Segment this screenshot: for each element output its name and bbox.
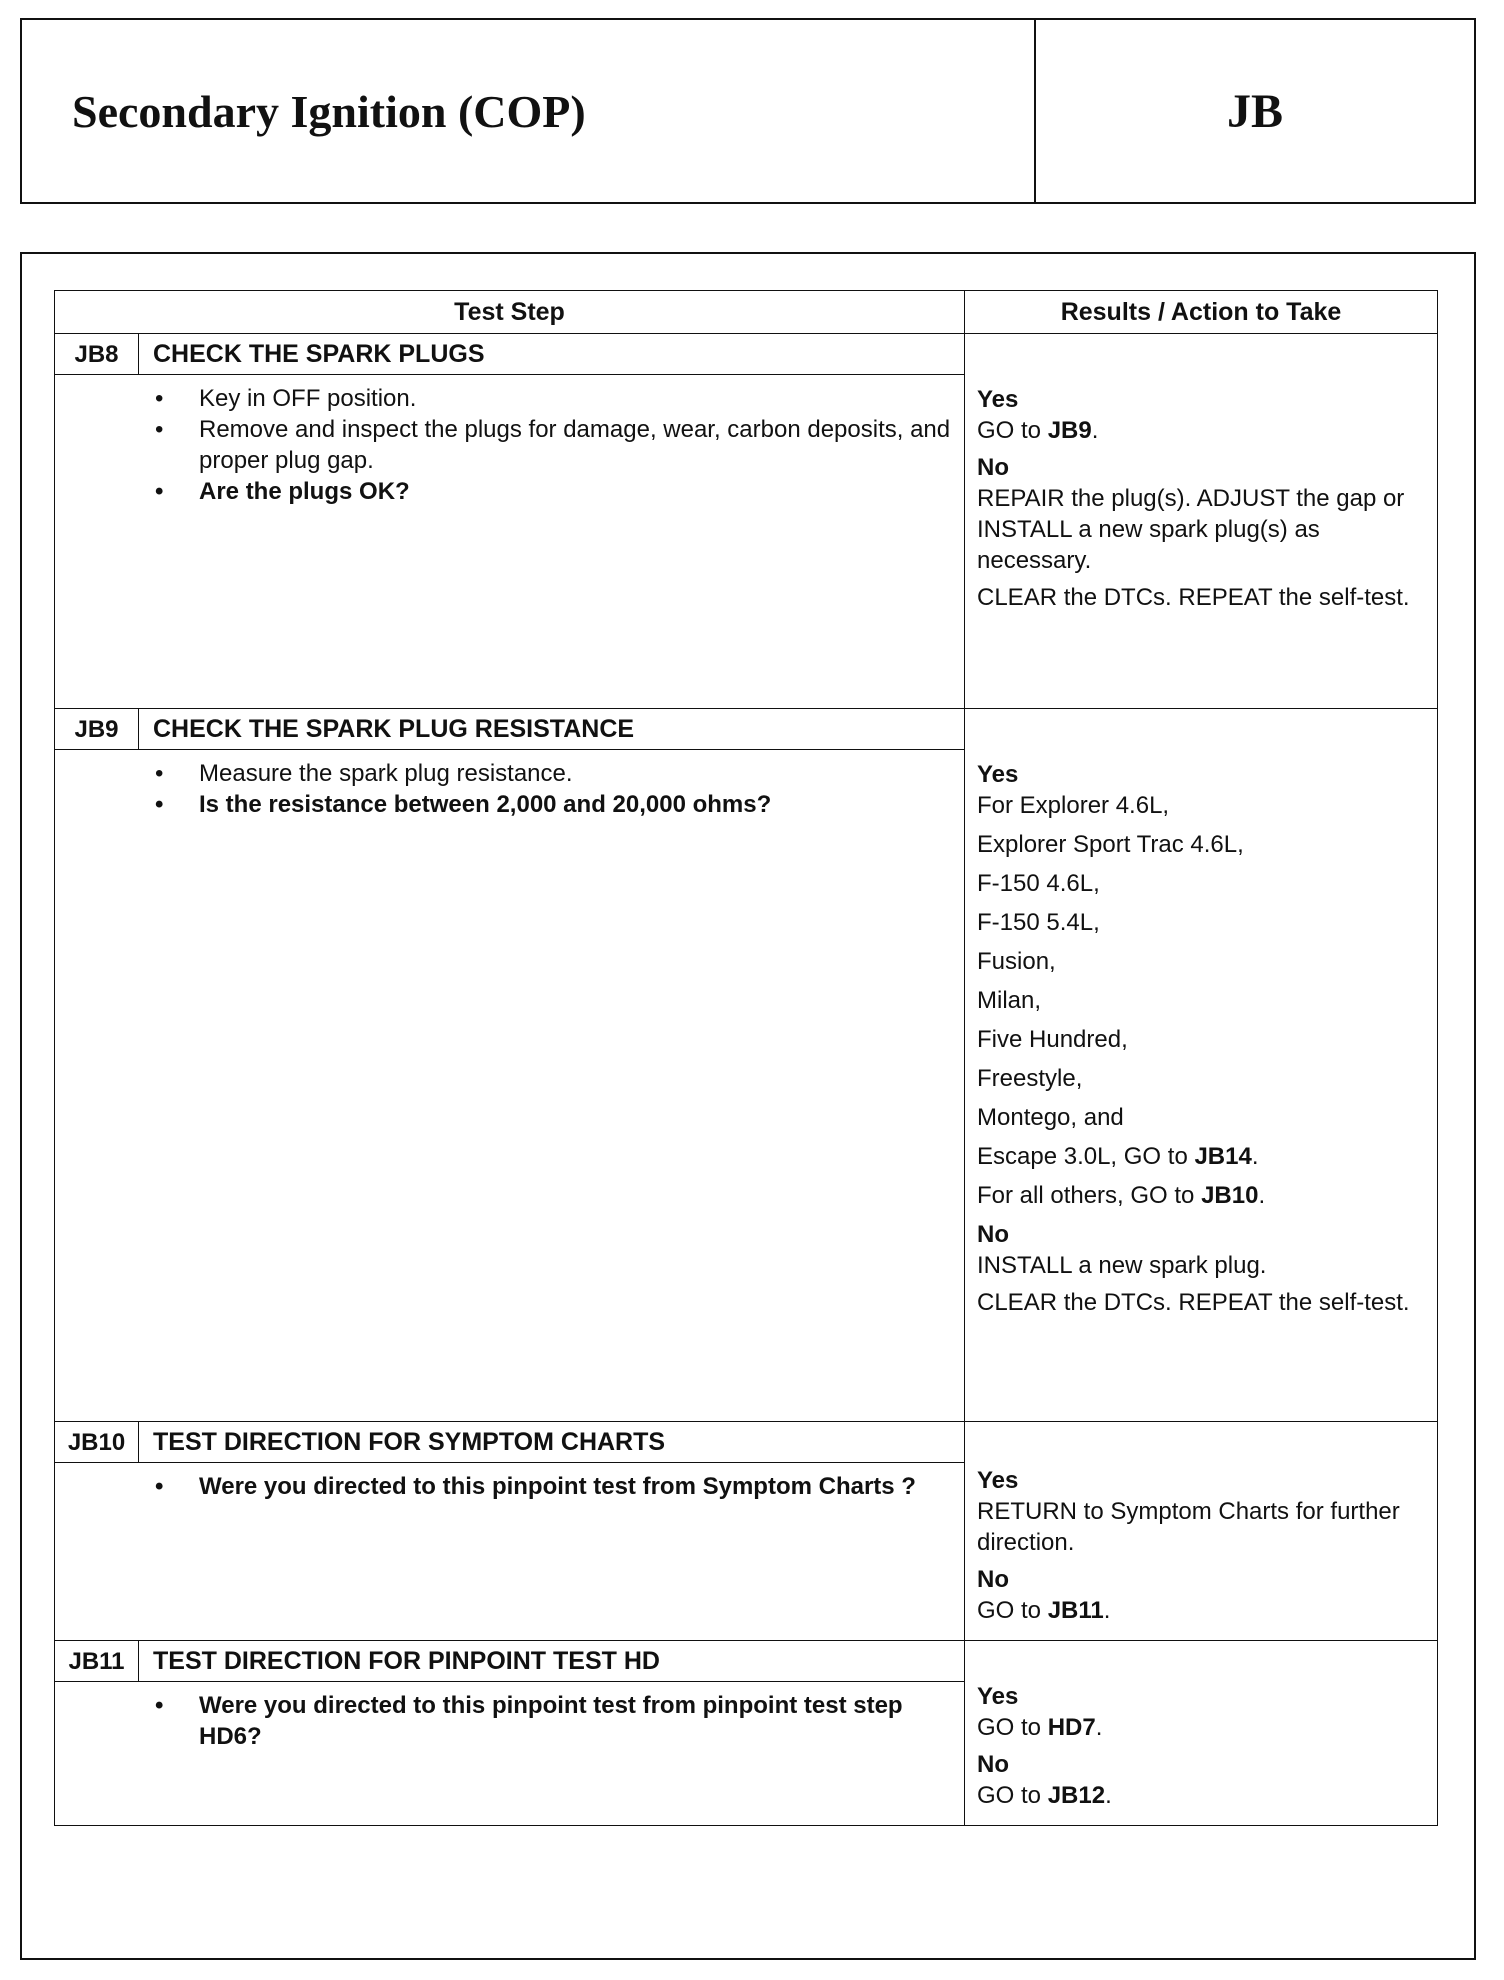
- yes-action: GO to JB9.: [977, 417, 1099, 444]
- step-question: • Is the resistance between 2,000 and 20,000 ohms?: [151, 789, 964, 820]
- no-label: No: [977, 1566, 1009, 1593]
- test-step-table: [54, 290, 1438, 1826]
- no-label: No: [977, 1221, 1009, 1248]
- step-title: CHECK THE SPARK PLUG RESISTANCE: [153, 714, 635, 743]
- section-code: JB: [1226, 84, 1283, 138]
- column-header-results: Results / Action to Take: [1060, 297, 1342, 326]
- vehicle-line: Fusion,: [977, 948, 1056, 975]
- step-id: JB10: [55, 1422, 139, 1462]
- no-action: CLEAR the DTCs. REPEAT the self-test.: [977, 584, 1410, 611]
- step-link[interactable]: JB9: [1047, 417, 1092, 444]
- step-bullet: • Measure the spark plug resistance.: [151, 758, 964, 789]
- step-link[interactable]: JB14: [1194, 1143, 1252, 1170]
- vehicle-line: Montego, and: [977, 1104, 1124, 1131]
- table-header: [55, 291, 1437, 334]
- page-title: Secondary Ignition (COP): [22, 20, 1036, 202]
- no-action: REPAIR the plug(s). ADJUST the gap or INSTALL a new spark plug(s) as necessary.: [977, 485, 1405, 574]
- vehicle-line: Explorer Sport Trac 4.6L,: [977, 831, 1244, 858]
- step-id: JB11: [55, 1641, 139, 1681]
- step-title: TEST DIRECTION FOR SYMPTOM CHARTS: [153, 1427, 666, 1456]
- step-title: CHECK THE SPARK PLUGS: [153, 339, 485, 368]
- step-question: • Are the plugs OK?: [151, 476, 964, 507]
- step-bullet: • Key in OFF position.: [151, 383, 964, 414]
- vehicle-line: Milan,: [977, 987, 1042, 1014]
- vehicle-line: F-150 5.4L,: [977, 909, 1100, 936]
- step-question: • Were you directed to this pinpoint test from Symptom Charts ?: [151, 1471, 964, 1502]
- step-row-jb8: [55, 334, 1437, 709]
- yes-label: Yes: [977, 386, 1019, 413]
- step-id: JB9: [55, 709, 139, 749]
- no-action: GO to JB11.: [977, 1597, 1111, 1624]
- yes-label: Yes: [977, 1467, 1019, 1494]
- yes-action: RETURN to Symptom Charts for further direction.: [977, 1498, 1400, 1556]
- no-action: GO to JB12.: [977, 1782, 1112, 1809]
- vehicle-line: Freestyle,: [977, 1065, 1083, 1092]
- step-bullet: • Remove and inspect the plugs for damage, wear, carbon deposits, and proper plug gap.: [151, 414, 964, 476]
- step-row-jb9: [55, 709, 1437, 1422]
- escape-action: Escape 3.0L, GO to JB14.: [977, 1143, 1259, 1170]
- page-header: [20, 18, 1476, 204]
- step-title: TEST DIRECTION FOR PINPOINT TEST HD: [153, 1646, 660, 1675]
- step-link[interactable]: HD7: [1047, 1714, 1096, 1741]
- step-row-jb11: [55, 1641, 1437, 1825]
- vehicle-line: For Explorer 4.6L,: [977, 792, 1170, 819]
- yes-action: GO to HD7.: [977, 1714, 1103, 1741]
- no-label: No: [977, 454, 1009, 481]
- step-row-jb10: [55, 1422, 1437, 1641]
- step-question: • Were you directed to this pinpoint test from pinpoint test step HD6?: [151, 1690, 964, 1752]
- step-id: JB8: [55, 334, 139, 374]
- yes-label: Yes: [977, 761, 1019, 788]
- yes-label: Yes: [977, 1683, 1019, 1710]
- vehicle-line: F-150 4.6L,: [977, 870, 1100, 897]
- step-link[interactable]: JB10: [1201, 1182, 1259, 1209]
- others-action: For all others, GO to JB10.: [977, 1182, 1266, 1209]
- step-link[interactable]: JB11: [1047, 1597, 1104, 1624]
- vehicle-line: Five Hundred,: [977, 1026, 1128, 1053]
- no-action: INSTALL a new spark plug.: [977, 1252, 1267, 1279]
- no-action: CLEAR the DTCs. REPEAT the self-test.: [977, 1289, 1410, 1316]
- step-link[interactable]: JB12: [1047, 1782, 1106, 1809]
- column-header-test-step: Test Step: [55, 291, 965, 333]
- no-label: No: [977, 1751, 1009, 1778]
